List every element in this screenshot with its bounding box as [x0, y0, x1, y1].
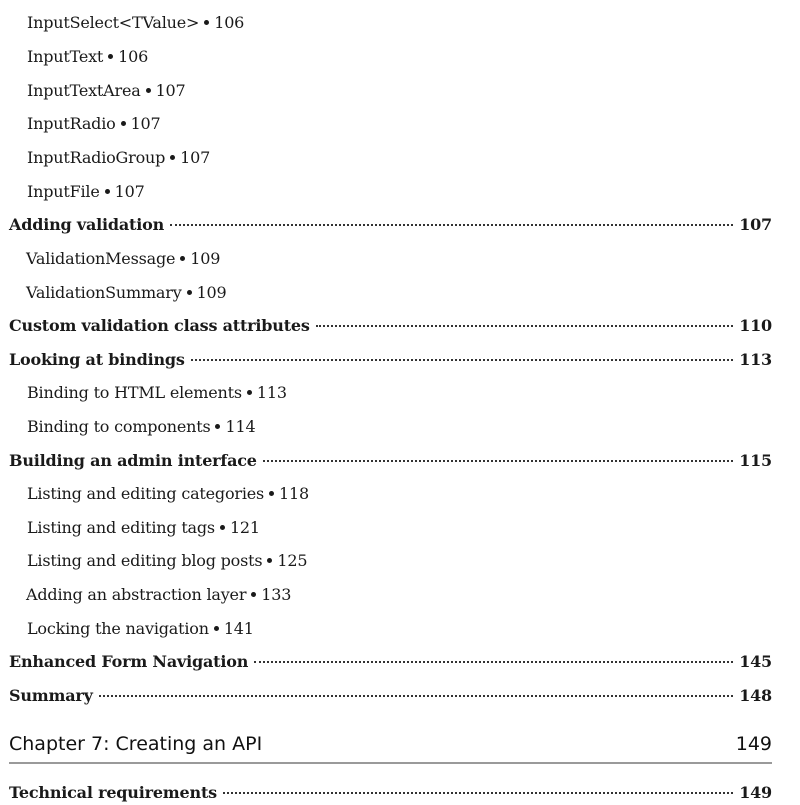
- toc-section-entry[interactable]: [9, 781, 772, 805]
- toc-entry-page: 109: [190, 249, 221, 268]
- toc-subentry: [0, 549, 800, 573]
- toc-section-page: 110: [739, 316, 772, 335]
- toc-subentry: [0, 180, 800, 204]
- toc-section-title[interactable]: Technical requirements: [9, 783, 217, 802]
- bullet-icon: [220, 525, 225, 530]
- toc-section-entry[interactable]: [9, 684, 772, 708]
- toc-entry-title: InputText: [27, 47, 104, 66]
- dot-leader: [223, 792, 733, 794]
- toc-entry-title: ValidationMessage: [26, 249, 176, 268]
- bullet-icon: [215, 424, 220, 429]
- toc-section-entry[interactable]: [9, 449, 772, 473]
- chapter-page: 149: [735, 733, 772, 755]
- toc-entry-title: InputRadioGroup: [27, 148, 166, 167]
- toc-entry-page: 133: [261, 585, 292, 604]
- dot-leader: [263, 460, 733, 462]
- toc-section-title[interactable]: Building an admin interface: [9, 451, 257, 470]
- bullet-icon: [269, 491, 274, 496]
- chapter-title[interactable]: Chapter 7: Creating an API: [9, 733, 263, 755]
- toc-entry-page: 106: [118, 47, 149, 66]
- bullet-icon: [121, 121, 126, 126]
- toc-subentry: [0, 482, 800, 506]
- toc-section-entry[interactable]: [9, 314, 772, 338]
- toc-entry-page: 141: [223, 619, 254, 638]
- toc-subentry: [0, 112, 800, 136]
- toc-entry-title: Locking the navigation: [27, 619, 209, 638]
- toc-section-page: 107: [739, 215, 772, 234]
- toc-entry-page: 121: [229, 518, 260, 537]
- toc-subentry: [0, 617, 800, 641]
- bullet-icon: [247, 390, 252, 395]
- chapter-heading[interactable]: [9, 733, 772, 761]
- toc-entry-title: Binding to HTML elements: [27, 383, 242, 402]
- bullet-icon: [105, 189, 110, 194]
- dot-leader: [254, 661, 733, 663]
- toc-subentry: [0, 11, 800, 35]
- toc-section-entry[interactable]: [9, 650, 772, 674]
- toc-section-title[interactable]: Adding validation: [9, 215, 165, 234]
- toc-subentry: [0, 516, 800, 540]
- toc-section-page: 145: [739, 652, 772, 671]
- toc-section-title[interactable]: Custom validation class attributes: [9, 316, 310, 335]
- toc-section-page: 148: [739, 686, 772, 705]
- toc-subentry: [0, 281, 800, 305]
- toc-section-page: 149: [739, 783, 772, 802]
- toc-entry-page: 107: [155, 81, 186, 100]
- toc-section-entry[interactable]: [9, 213, 772, 237]
- dot-leader: [99, 695, 733, 697]
- toc-entry-title: Listing and editing categories: [27, 484, 265, 503]
- toc-subentry: [0, 79, 800, 103]
- toc-subentry: [0, 381, 800, 405]
- toc-entry-title: ValidationSummary: [26, 283, 182, 302]
- toc-entry-title: Adding an abstraction layer: [26, 585, 247, 604]
- toc-entry-page: 109: [196, 283, 227, 302]
- toc-entry-page: 107: [114, 182, 145, 201]
- toc-entry-page: 107: [180, 148, 211, 167]
- toc-entry-title: InputFile: [27, 182, 100, 201]
- bullet-icon: [108, 54, 113, 59]
- toc-subentry: [0, 583, 800, 607]
- toc-entry-title: Listing and editing blog posts: [27, 551, 263, 570]
- toc-section-title[interactable]: Looking at bindings: [9, 350, 185, 369]
- bullet-icon: [146, 88, 151, 93]
- toc-section-entry[interactable]: [9, 348, 772, 372]
- bullet-icon: [180, 256, 185, 261]
- toc-section-title[interactable]: Summary: [9, 686, 93, 705]
- dot-leader: [191, 359, 734, 361]
- toc-entry-page: 118: [279, 484, 309, 503]
- bullet-icon: [187, 290, 192, 295]
- bullet-icon: [251, 592, 256, 597]
- toc-entry-page: 107: [130, 114, 161, 133]
- toc-section-page: 113: [739, 350, 772, 369]
- toc-entry-title: InputTextArea: [27, 81, 141, 100]
- toc-subentry: [0, 415, 800, 439]
- toc-section-page: 115: [739, 451, 772, 470]
- toc-entry-title: InputSelect<TValue>: [27, 13, 200, 32]
- toc-entry-page: 106: [214, 13, 245, 32]
- toc-section-title[interactable]: Enhanced Form Navigation: [9, 652, 249, 671]
- toc-entry-title: InputRadio: [27, 114, 116, 133]
- toc-subentry: [0, 146, 800, 170]
- toc-entry-page: 114: [225, 417, 256, 436]
- bullet-icon: [267, 558, 272, 563]
- toc-entry-title: Binding to components: [27, 417, 211, 436]
- toc-entry-title: Listing and editing tags: [27, 518, 215, 537]
- toc-subentry: [0, 45, 800, 69]
- toc-entry-page: 125: [277, 551, 308, 570]
- dot-leader: [316, 325, 734, 327]
- chapter-divider: [9, 762, 772, 764]
- toc-entry-page: 113: [256, 383, 287, 402]
- bullet-icon: [170, 155, 175, 160]
- dot-leader: [170, 224, 733, 226]
- bullet-icon: [204, 20, 209, 25]
- toc-subentry: [0, 247, 800, 271]
- bullet-icon: [214, 626, 219, 631]
